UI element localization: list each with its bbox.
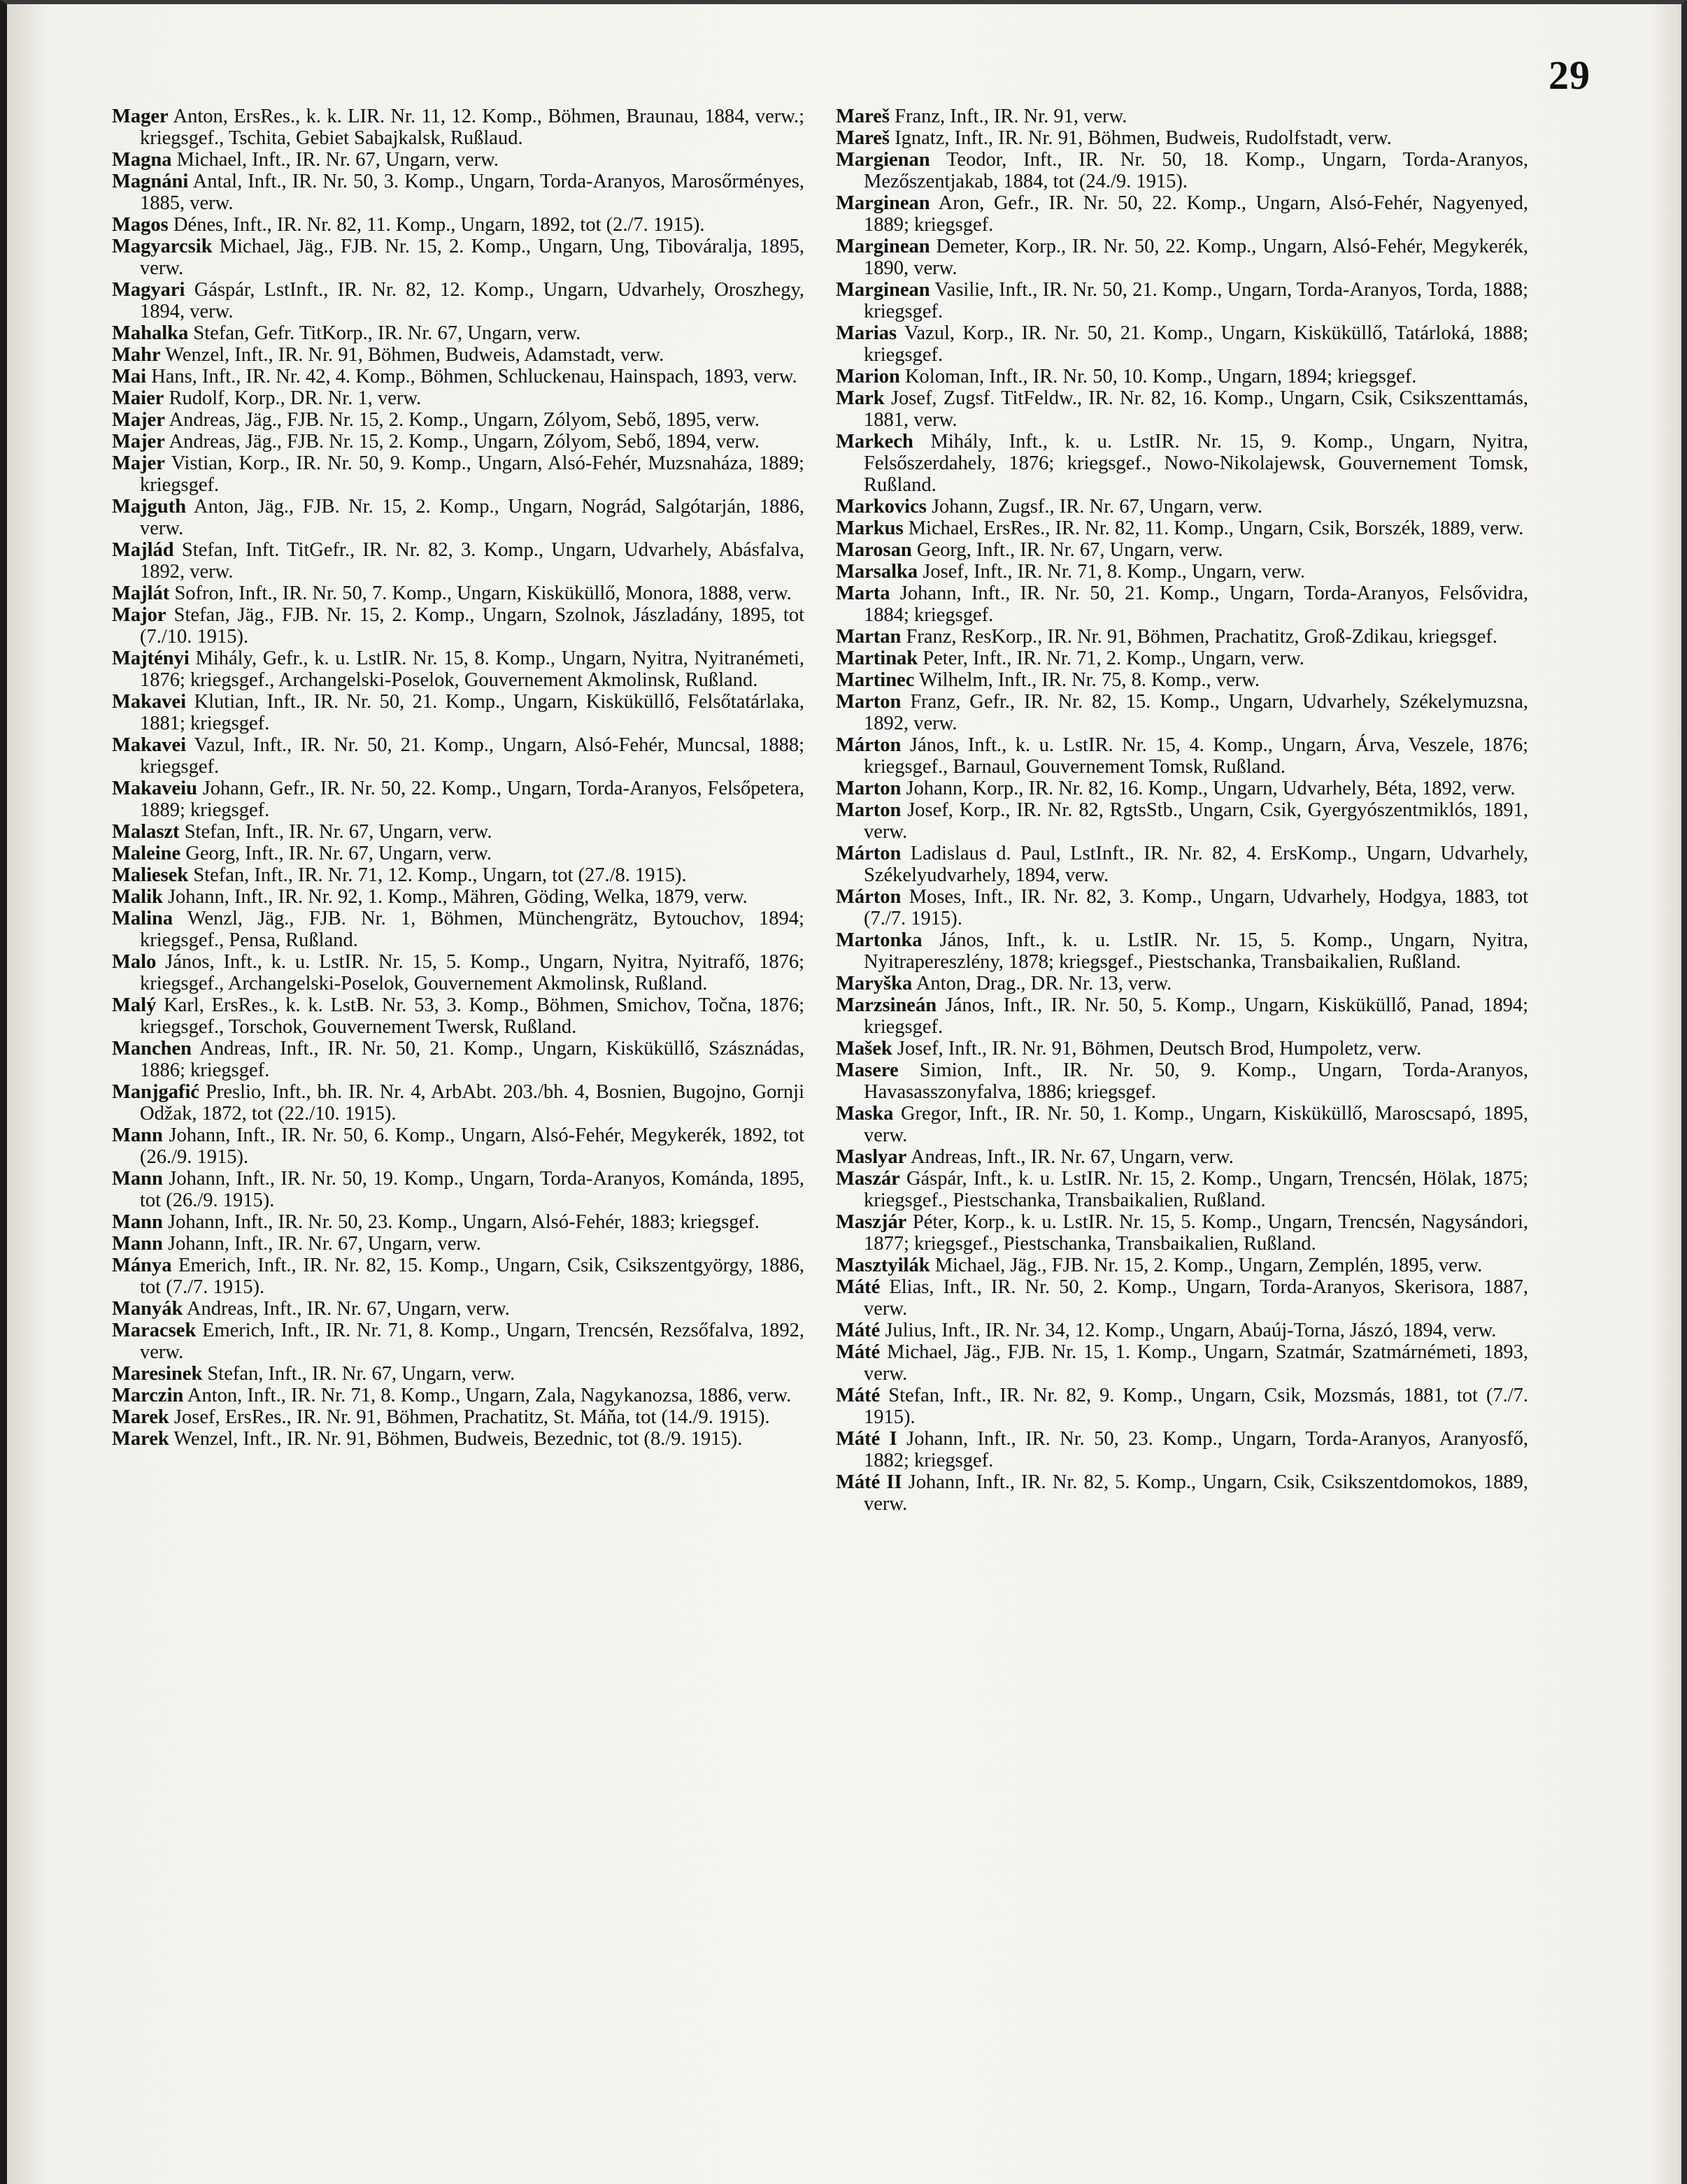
entry-surname: Markovics [836, 496, 927, 518]
list-entry [112, 821, 804, 843]
entry-details: Antal, Inft., IR. Nr. 50, 3. Komp., Ungarn, Torda-Aranyos, Marosőrményes, 1885, verw. [140, 171, 804, 214]
list-entry [836, 1168, 1528, 1211]
entry-surname: Mašek [836, 1038, 892, 1059]
entry-details: Stefan, Gefr. TitKorp., IR. Nr. 67, Ungarn, verw. [193, 322, 581, 344]
entry-surname: Maslyar [836, 1146, 907, 1168]
entry-details: Hans, Inft., IR. Nr. 42, 4. Komp., Böhmen, Schluckenau, Hainspach, 1893, verw. [151, 366, 797, 387]
list-entry [112, 409, 804, 431]
list-entry [112, 1168, 804, 1211]
entry-surname: Mánya [112, 1255, 172, 1276]
entry-surname: Marginean [836, 279, 930, 301]
entry-surname: Máté [836, 1320, 881, 1341]
entry-surname: Márton [836, 843, 902, 864]
entry-details: Gáspár, LstInft., IR. Nr. 82, 12. Komp., Ungarn, Udvarhely, Oroszhegy, 1894, verw. [140, 279, 804, 322]
entry-surname: Martinec [836, 669, 915, 691]
entry-details: János, Inft., k. u. LstIR. Nr. 15, 4. Komp., Ungarn, Árva, Veszele, 1876; kriegsgef., Barnaul, Gouvernement Tomsk, Rußland. [864, 734, 1529, 778]
entry-surname: Malaszt [112, 821, 180, 843]
list-entry [112, 1298, 804, 1320]
entry-surname: Martonka [836, 929, 923, 951]
entry-details: Johann, Inft., IR. Nr. 67, Ungarn, verw. [167, 1233, 481, 1255]
entry-details: Sofron, Inft., IR. Nr. 50, 7. Komp., Ungarn, Kisküküllő, Monora, 1888, verw. [174, 583, 792, 604]
entry-details: Anton, Drag., DR. Nr. 13, verw. [916, 973, 1172, 994]
entry-surname: Mareš [836, 106, 890, 127]
entry-details: Andreas, Inft., IR. Nr. 67, Ungarn, verw. [910, 1146, 1234, 1168]
entry-surname: Maszjár [836, 1211, 907, 1233]
list-entry [112, 908, 804, 951]
list-entry [836, 192, 1528, 236]
list-entry [112, 344, 804, 366]
entry-surname: Makaveiu [112, 778, 197, 799]
entry-details: Josef, Zugsf. TitFeldw., IR. Nr. 82, 16. Komp., Ungarn, Csik, Csikszenttamás, 1881, verw. [864, 387, 1528, 431]
entry-surname: Magnáni [112, 171, 189, 192]
entry-surname: Majer [112, 409, 165, 431]
entry-details: Josef, Korp., IR. Nr. 82, RgtsStb., Ungarn, Csik, Gyergyószentmiklós, 1891, verw. [864, 799, 1528, 843]
entry-surname: Marton [836, 799, 902, 821]
list-entry [836, 843, 1528, 886]
list-entry [112, 1428, 804, 1450]
entry-details: János, Inft., k. u. LstIR. Nr. 15, 5. Komp., Ungarn, Nyitra, Nyitrafő, 1876; kriegsgef., Archangelski-Poselok, Gouvernement Akmolinsk, Rußland. [140, 951, 804, 994]
entry-details: Stefan, Inft., IR. Nr. 67, Ungarn, verw. [207, 1363, 515, 1385]
list-entry [836, 1103, 1528, 1146]
entry-details: Franz, Inft., IR. Nr. 91, verw. [895, 106, 1127, 127]
entry-details: Johann, Inft., IR. Nr. 50, 23. Komp., Ungarn, Alsó-Fehér, 1883; kriegsgef. [167, 1211, 760, 1233]
entry-surname: Marginean [836, 192, 930, 214]
entry-details: Josef, Inft., IR. Nr. 91, Böhmen, Deutsch Brod, Humpoletz, verw. [897, 1038, 1422, 1059]
entry-details: Mihály, Gefr., k. u. LstIR. Nr. 15, 8. Komp., Ungarn, Nyitra, Nyitranémeti, 1876; kriegsgef., Archangelski-Poselok, Gouvernement Akmolinsk, Rußland. [140, 648, 805, 691]
entry-surname: Magyarcsik [112, 236, 213, 257]
entry-details: Andreas, Inft., IR. Nr. 50, 21. Komp., Ungarn, Kisküküllő, Szásznádas, 1886; kriegsgef. [140, 1038, 804, 1081]
entry-details: Andreas, Jäg., FJB. Nr. 15, 2. Komp., Ungarn, Zólyom, Sebő, 1894, verw. [169, 431, 760, 452]
entry-details: Gregor, Inft., IR. Nr. 50, 1. Komp., Ungarn, Kisküküllő, Maroscsapó, 1895, verw. [864, 1103, 1528, 1146]
entry-details: Vasilie, Inft., IR. Nr. 50, 21. Komp., Ungarn, Torda-Aranyos, Torda, 1888; kriegsgef. [864, 279, 1528, 322]
list-entry [836, 366, 1528, 387]
entry-surname: Major [112, 604, 166, 626]
entry-surname: Máté I [836, 1428, 897, 1450]
entry-details: Vistian, Korp., IR. Nr. 50, 9. Komp., Ungarn, Alsó-Fehér, Muzsnaháza, 1889; kriegsgef. [140, 452, 804, 496]
entry-details: Johann, Gefr., IR. Nr. 50, 22. Komp., Ungarn, Torda-Aranyos, Felsőpetera, 1889; kriegsgef. [140, 778, 804, 821]
list-entry [112, 1406, 804, 1428]
list-entry [836, 648, 1528, 669]
list-entry [836, 518, 1528, 539]
list-entry [836, 583, 1528, 626]
entry-details: Dénes, Inft., IR. Nr. 82, 11. Komp., Ungarn, 1892, tot (2./7. 1915). [173, 214, 705, 236]
entry-details: Stefan, Inft., IR. Nr. 71, 12. Komp., Ungarn, tot (27./8. 1915). [193, 864, 687, 886]
list-entry [112, 387, 804, 409]
entry-surname: Magna [112, 149, 172, 171]
entry-details: Wilhelm, Inft., IR. Nr. 75, 8. Komp., verw. [918, 669, 1260, 691]
entry-surname: Malý [112, 994, 157, 1016]
entry-surname: Mareš [836, 127, 890, 149]
list-entry [112, 431, 804, 452]
list-entry [836, 387, 1528, 431]
entry-details: Josef, Inft., IR. Nr. 71, 8. Komp., Ungarn, verw. [923, 561, 1305, 583]
list-entry [112, 214, 804, 236]
entry-surname: Malina [112, 908, 173, 929]
entry-details: Johann, Inft., IR. Nr. 50, 23. Komp., Ungarn, Torda-Aranyos, Aranyosfő, 1882; kriegsgef. [864, 1428, 1528, 1471]
entry-details: Stefan, Inft., IR. Nr. 67, Ungarn, verw. [184, 821, 492, 843]
entry-surname: Marion [836, 366, 900, 387]
list-entry [836, 691, 1528, 734]
entry-surname: Maliesek [112, 864, 189, 886]
list-entry [836, 1146, 1528, 1168]
list-entry [112, 648, 804, 691]
entry-details: Franz, Gefr., IR. Nr. 82, 15. Komp., Ungarn, Udvarhely, Székelymuzsna, 1892, verw. [864, 691, 1529, 734]
entry-details: Johann, Inft., IR. Nr. 50, 19. Komp., Ungarn, Torda-Aranyos, Kománda, 1895, tot (26./9. 1915). [140, 1168, 805, 1211]
entry-surname: Márton [836, 734, 902, 756]
entry-surname: Majer [112, 431, 165, 452]
list-entry [836, 496, 1528, 518]
entry-surname: Mann [112, 1125, 163, 1146]
entry-details: Teodor, Inft., IR. Nr. 50, 18. Komp., Ungarn, Torda-Aranyos, Mezőszentjakab, 1884, tot (24./9. 1915). [864, 149, 1528, 192]
list-entry [836, 1211, 1528, 1255]
list-entry [112, 1081, 804, 1125]
entry-surname: Maska [836, 1103, 894, 1125]
entry-surname: Marias [836, 322, 897, 344]
entry-details: Peter, Inft., IR. Nr. 71, 2. Komp., Ungarn, verw. [923, 648, 1304, 669]
entry-surname: Maszár [836, 1168, 900, 1190]
list-entry [112, 778, 804, 821]
list-entry [112, 734, 804, 778]
entry-surname: Mai [112, 366, 147, 387]
entry-surname: Mager [112, 106, 169, 127]
list-entry [836, 322, 1528, 366]
list-entry [836, 1255, 1528, 1276]
entry-details: Stefan, Inft., IR. Nr. 82, 9. Komp., Ungarn, Csik, Mozsmás, 1881, tot (7./7. 1915). [864, 1385, 1529, 1428]
entry-surname: Majguth [112, 496, 187, 518]
entry-details: Vazul, Inft., IR. Nr. 50, 21. Komp., Ungarn, Alsó-Fehér, Muncsal, 1888; kriegsgef. [140, 734, 804, 778]
entry-surname: Marton [836, 778, 902, 799]
entry-details: Wenzel, Inft., IR. Nr. 91, Böhmen, Budweis, Bezednic, tot (8./9. 1915). [173, 1428, 743, 1450]
left-column [112, 106, 804, 1450]
entry-surname: Magyari [112, 279, 185, 301]
entry-details: Andreas, Jäg., FJB. Nr. 15, 2. Komp., Ungarn, Zólyom, Sebő, 1895, verw. [169, 409, 760, 431]
list-entry [836, 1428, 1528, 1471]
entry-details: Johann, Korp., IR. Nr. 82, 16. Komp., Ungarn, Udvarhely, Béta, 1892, verw. [906, 778, 1516, 799]
entry-details: Michael, Jäg., FJB. Nr. 15, 1. Komp., Ungarn, Szatmár, Szatmárnémeti, 1893, verw. [864, 1341, 1528, 1385]
list-entry [836, 1276, 1528, 1320]
entry-surname: Marginean [836, 236, 930, 257]
list-entry [836, 778, 1528, 799]
list-entry [112, 1363, 804, 1385]
entry-surname: Máté [836, 1385, 881, 1406]
list-entry [112, 1385, 804, 1406]
entry-surname: Malik [112, 886, 163, 908]
entry-surname: Maryška [836, 973, 913, 994]
entry-details: Emerich, Inft., IR. Nr. 71, 8. Komp., Ungarn, Trencsén, Rezsőfalva, 1892, verw. [140, 1320, 804, 1363]
entry-surname: Marek [112, 1406, 169, 1428]
list-entry [836, 279, 1528, 322]
entry-surname: Masztyilák [836, 1255, 930, 1276]
list-entry [112, 583, 804, 604]
entry-details: Preslio, Inft., bh. IR. Nr. 4, ArbAbt. 203./bh. 4, Bosnien, Bugojno, Gornji Odžak, 1872, tot (22./10. 1915). [140, 1081, 805, 1125]
list-entry [836, 886, 1528, 929]
entry-details: Michael, Jäg., FJB. Nr. 15, 2. Komp., Ungarn, Ung, Tibováralja, 1895, verw. [140, 236, 805, 279]
list-entry [112, 322, 804, 344]
list-entry [112, 1125, 804, 1168]
entry-surname: Masere [836, 1059, 899, 1081]
list-entry [836, 994, 1528, 1038]
entry-details: János, Inft., IR. Nr. 50, 5. Komp., Ungarn, Kisküküllő, Panad, 1894; kriegsgef. [864, 994, 1529, 1038]
list-entry [112, 496, 804, 539]
entry-details: Johann, Inft., IR. Nr. 50, 21. Komp., Ungarn, Torda-Aranyos, Felsővidra, 1884; kriegsgef. [864, 583, 1529, 626]
entry-surname: Magos [112, 214, 169, 236]
entry-surname: Marzsineán [836, 994, 937, 1016]
list-entry [836, 1320, 1528, 1341]
entry-details: Anton, Jäg., FJB. Nr. 15, 2. Komp., Ungarn, Nográd, Salgótarján, 1886, verw. [140, 496, 804, 539]
entry-surname: Markech [836, 431, 913, 452]
entry-details: Moses, Inft., IR. Nr. 82, 3. Komp., Ungarn, Udvarhely, Hodgya, 1883, tot (7./7. 1915). [864, 886, 1529, 929]
list-entry [112, 171, 804, 214]
entry-surname: Majtényi [112, 648, 190, 669]
entry-surname: Máté II [836, 1471, 902, 1493]
entry-surname: Manchen [112, 1038, 192, 1059]
entry-surname: Mann [112, 1233, 163, 1255]
entry-surname: Mann [112, 1211, 163, 1233]
entry-details: Michael, ErsRes., IR. Nr. 82, 11. Komp., Ungarn, Csik, Borszék, 1889, verw. [908, 518, 1524, 539]
entry-surname: Maresinek [112, 1363, 203, 1385]
list-entry [112, 604, 804, 648]
list-entry [836, 236, 1528, 279]
entry-surname: Marek [112, 1428, 169, 1450]
list-entry [112, 691, 804, 734]
entry-details: János, Inft., k. u. LstIR. Nr. 15, 5. Komp., Ungarn, Nyitra, Nyitrapereszlény, 1878; kriegsgef., Piestschanka, Transbaikalien, Rußland. [864, 929, 1529, 973]
entry-surname: Márton [836, 886, 902, 908]
entry-surname: Makavei [112, 734, 187, 756]
right-column [836, 106, 1528, 1515]
entry-details: Johann, Zugsf., IR. Nr. 67, Ungarn, verw. [931, 496, 1263, 518]
entry-surname: Mann [112, 1168, 163, 1190]
list-entry [836, 1341, 1528, 1385]
entry-details: Emerich, Inft., IR. Nr. 82, 15. Komp., Ungarn, Csik, Csikszentgyörgy, 1886, tot (7./7. 1915). [140, 1255, 804, 1298]
list-entry [112, 452, 804, 496]
entry-details: Anton, ErsRes., k. k. LIR. Nr. 11, 12. Komp., Böhmen, Braunau, 1884, verw.; kriegsgef., Tschita, Gebiet Sabajkalsk, Rußlaud. [140, 106, 804, 149]
list-entry [112, 864, 804, 886]
entry-details: Franz, ResKorp., IR. Nr. 91, Böhmen, Prachatitz, Groß-Zdikau, kriegsgef. [906, 626, 1497, 648]
entry-surname: Majlád [112, 539, 174, 561]
list-entry [836, 734, 1528, 778]
entry-details: Johann, Inft., IR. Nr. 50, 6. Komp., Ungarn, Alsó-Fehér, Megykerék, 1892, tot (26./9. 1915). [140, 1125, 804, 1168]
list-entry [112, 236, 804, 279]
entry-surname: Mark [836, 387, 885, 409]
list-entry [836, 799, 1528, 843]
entry-details: Demeter, Korp., IR. Nr. 50, 22. Komp., Ungarn, Alsó-Fehér, Megykerék, 1890, verw. [864, 236, 1528, 279]
entry-surname: Martinak [836, 648, 918, 669]
list-entry [836, 929, 1528, 973]
entry-details: Péter, Korp., k. u. LstIR. Nr. 15, 5. Komp., Ungarn, Trencsén, Nagysándori, 1877; kriegsgef., Piestschanka, Transbaikalien, Rußland. [864, 1211, 1529, 1255]
entry-details: Johann, Inft., IR. Nr. 92, 1. Komp., Mähren, Göding, Welka, 1879, verw. [167, 886, 748, 908]
entry-surname: Majlát [112, 583, 170, 604]
list-entry [112, 994, 804, 1038]
list-entry [112, 843, 804, 864]
list-entry [836, 127, 1528, 149]
entry-surname: Malo [112, 951, 157, 973]
entry-surname: Maracsek [112, 1320, 197, 1341]
list-entry [112, 1211, 804, 1233]
entry-details: Johann, Inft., IR. Nr. 82, 5. Komp., Ungarn, Csik, Csikszentdomokos, 1889, verw. [864, 1471, 1529, 1515]
entry-details: Gáspár, Inft., k. u. LstIR. Nr. 15, 2. Komp., Ungarn, Trencsén, Hölak, 1875; kriegsgef., Piestschanka, Transbaikalien, Rußland. [864, 1168, 1529, 1211]
entry-details: Vazul, Korp., IR. Nr. 50, 21. Komp., Ungarn, Kisküküllő, Tatárloká, 1888; kriegsgef. [864, 322, 1528, 366]
entry-surname: Marta [836, 583, 890, 604]
entry-surname: Markus [836, 518, 904, 539]
list-entry [112, 951, 804, 994]
list-entry [836, 539, 1528, 561]
entry-details: Anton, Inft., IR. Nr. 71, 8. Komp., Ungarn, Zala, Nagykanozsa, 1886, verw. [187, 1385, 792, 1406]
entry-surname: Marsalka [836, 561, 918, 583]
list-entry [836, 561, 1528, 583]
entry-surname: Makavei [112, 691, 187, 713]
list-entry [112, 366, 804, 387]
entry-surname: Mahalka [112, 322, 189, 344]
list-entry [112, 279, 804, 322]
entry-surname: Manyák [112, 1298, 183, 1320]
list-entry [836, 973, 1528, 994]
entry-details: Georg, Inft., IR. Nr. 67, Ungarn, verw. [916, 539, 1223, 561]
entry-details: Klutian, Inft., IR. Nr. 50, 21. Komp., Ungarn, Kisküküllő, Felsőtatárlaka, 1881; kriegsgef. [140, 691, 804, 734]
list-entry [112, 1233, 804, 1255]
page-number: 29 [1549, 52, 1590, 98]
entry-surname: Mahr [112, 344, 161, 366]
entry-details: Elias, Inft., IR. Nr. 50, 2. Komp., Ungarn, Torda-Aranyos, Skerisora, 1887, verw. [864, 1276, 1528, 1320]
entry-details: Rudolf, Korp., DR. Nr. 1, verw. [169, 387, 422, 409]
entry-details: Ladislaus d. Paul, LstInft., IR. Nr. 82, 4. ErsKomp., Ungarn, Udvarhely, Székelyudvarhely, 1894, verw. [864, 843, 1529, 886]
entry-surname: Manjgafić [112, 1081, 200, 1103]
list-entry [836, 626, 1528, 648]
entry-surname: Majer [112, 452, 165, 474]
entry-details: Stefan, Jäg., FJB. Nr. 15, 2. Komp., Ungarn, Szolnok, Jászladány, 1895, tot (7./10. 1915). [140, 604, 805, 648]
entry-details: Wenzl, Jäg., FJB. Nr. 1, Böhmen, Münchengrätz, Bytouchov, 1894; kriegsgef., Pensa, Rußland. [140, 908, 804, 951]
list-entry [112, 1255, 804, 1298]
list-entry [836, 1059, 1528, 1103]
entry-details: Michael, Inft., IR. Nr. 67, Ungarn, verw. [176, 149, 499, 171]
entry-details: Mihály, Inft., k. u. LstIR. Nr. 15, 9. Komp., Ungarn, Nyitra, Felsőszerdahely, 1876; kriegsgef., Nowo-Nikolajewsk, Gouvernement Tomsk, Rußland. [864, 431, 1529, 496]
list-entry [836, 1385, 1528, 1428]
entry-details: Aron, Gefr., IR. Nr. 50, 22. Komp., Ungarn, Alsó-Fehér, Nagyenyed, 1889; kriegsgef. [864, 192, 1528, 236]
list-entry [112, 106, 804, 149]
list-entry [836, 1471, 1528, 1515]
list-entry [836, 149, 1528, 192]
list-entry [112, 1038, 804, 1081]
list-entry [836, 669, 1528, 691]
entry-surname: Martan [836, 626, 902, 648]
list-entry [112, 149, 804, 171]
list-entry [836, 1038, 1528, 1059]
list-entry [112, 886, 804, 908]
entry-details: Simion, Inft., IR. Nr. 50, 9. Komp., Ungarn, Torda-Aranyos, Havasasszonyfalva, 1886; kriegsgef. [864, 1059, 1529, 1103]
entry-surname: Máté [836, 1341, 881, 1363]
entry-surname: Marton [836, 691, 902, 713]
entry-surname: Maier [112, 387, 164, 409]
entry-details: Ignatz, Inft., IR. Nr. 91, Böhmen, Budweis, Rudolfstadt, verw. [895, 127, 1392, 149]
entry-details: Koloman, Inft., IR. Nr. 50, 10. Komp., Ungarn, 1894; kriegsgef. [904, 366, 1417, 387]
entry-details: Karl, ErsRes., k. k. LstB. Nr. 53, 3. Komp., Böhmen, Smichov, Točna, 1876; kriegsgef., Torschok, Gouvernement Twersk, Rußland. [140, 994, 805, 1038]
list-entry [836, 431, 1528, 496]
entry-surname: Margienan [836, 149, 930, 171]
entry-surname: Maleine [112, 843, 181, 864]
list-entry [112, 539, 804, 583]
entry-details: Georg, Inft., IR. Nr. 67, Ungarn, verw. [185, 843, 492, 864]
entry-surname: Marosan [836, 539, 912, 561]
entry-details: Michael, Jäg., FJB. Nr. 15, 2. Komp., Ungarn, Zemplén, 1895, verw. [934, 1255, 1483, 1276]
entry-details: Andreas, Inft., IR. Nr. 67, Ungarn, verw. [186, 1298, 510, 1320]
entry-surname: Máté [836, 1276, 881, 1298]
entry-details: Josef, ErsRes., IR. Nr. 91, Böhmen, Prachatitz, St. Máňa, tot (14./9. 1915). [173, 1406, 770, 1428]
entry-details: Stefan, Inft. TitGefr., IR. Nr. 82, 3. Komp., Ungarn, Udvarhely, Abásfalva, 1892, verw. [140, 539, 805, 583]
entry-details: Wenzel, Inft., IR. Nr. 91, Böhmen, Budweis, Adamstadt, verw. [165, 344, 664, 366]
list-entry [112, 1320, 804, 1363]
entry-surname: Marczin [112, 1385, 184, 1406]
list-entry [836, 106, 1528, 127]
entry-details: Julius, Inft., IR. Nr. 34, 12. Komp., Ungarn, Abaúj-Torna, Jászó, 1894, verw. [885, 1320, 1497, 1341]
